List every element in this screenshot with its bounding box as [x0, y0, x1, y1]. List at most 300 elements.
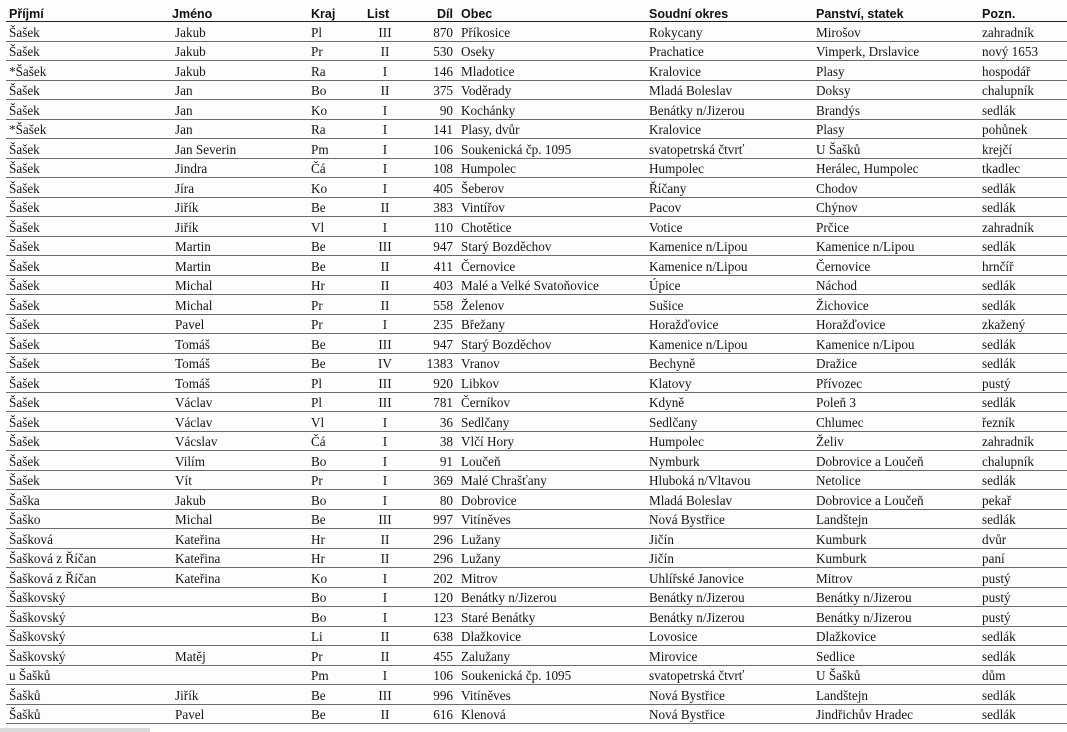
volume-cell: 80 — [406, 490, 458, 510]
region-cell: Be — [309, 197, 364, 217]
court-district-cell: Humpolec — [646, 431, 813, 451]
given-name-cell: Kateřina — [169, 568, 309, 588]
sheet-cell: II — [364, 548, 406, 568]
volume-cell: 38 — [406, 431, 458, 451]
volume-cell: 403 — [406, 275, 458, 295]
surname-cell: *Šašek — [6, 61, 169, 81]
estate-cell: Náchod — [813, 275, 979, 295]
sheet-cell: III — [364, 373, 406, 393]
court-district-cell: Benátky n/Jizerou — [646, 100, 813, 120]
given-name-cell: Jiřík — [169, 197, 309, 217]
note-cell: tkadlec — [979, 158, 1067, 178]
given-name-cell: Jakub — [169, 22, 309, 42]
given-name-cell: Vít — [169, 470, 309, 490]
estate-cell: Sedlice — [813, 646, 979, 666]
sheet-cell: III — [364, 236, 406, 256]
region-cell: Bo — [309, 607, 364, 627]
region-cell: Be — [309, 704, 364, 724]
table-row — [6, 665, 1067, 685]
given-name-cell: Pavel — [169, 704, 309, 724]
volume-cell: 375 — [406, 80, 458, 100]
volume-cell: 996 — [406, 685, 458, 705]
region-cell: Pr — [309, 41, 364, 61]
sheet-cell: I — [364, 61, 406, 81]
given-name-cell: Michal — [169, 275, 309, 295]
estate-cell: Mirošov — [813, 22, 979, 42]
court-district-cell: Kralovice — [646, 61, 813, 81]
table-row — [6, 568, 1067, 588]
sheet-cell: I — [364, 431, 406, 451]
surname-cell: Šašek — [6, 373, 169, 393]
volume-cell: 616 — [406, 704, 458, 724]
court-district-cell: Horažďovice — [646, 314, 813, 334]
table-row — [6, 275, 1067, 295]
volume-cell: 558 — [406, 295, 458, 315]
table-row — [6, 451, 1067, 471]
estate-cell: Žichovice — [813, 295, 979, 315]
note-cell: sedlák — [979, 470, 1067, 490]
note-cell: sedlák — [979, 626, 1067, 646]
village-cell: Humpolec — [458, 158, 646, 178]
village-cell: Soukenická čp. 1095 — [458, 665, 646, 685]
table-row — [6, 646, 1067, 666]
note-cell: sedlák — [979, 100, 1067, 120]
given-name-cell: Kateřina — [169, 529, 309, 549]
table-row — [6, 509, 1067, 529]
table-row — [6, 22, 1067, 42]
village-cell: Želenov — [458, 295, 646, 315]
surname-cell: Šaškovský — [6, 607, 169, 627]
surname-cell: Šašek — [6, 275, 169, 295]
note-cell: zahradník — [979, 431, 1067, 451]
region-cell: Bo — [309, 80, 364, 100]
volume-cell: 296 — [406, 548, 458, 568]
note-cell: pustý — [979, 587, 1067, 607]
region-cell: Ko — [309, 100, 364, 120]
surname-cell: Šašek — [6, 392, 169, 412]
table-row — [6, 607, 1067, 627]
given-name-cell: Pavel — [169, 314, 309, 334]
court-district-cell: Humpolec — [646, 158, 813, 178]
sheet-cell: I — [364, 451, 406, 471]
table-row — [6, 217, 1067, 237]
village-cell: Voděrady — [458, 80, 646, 100]
estate-cell: Chlumec — [813, 412, 979, 432]
village-cell: Lužany — [458, 548, 646, 568]
given-name-cell: Vácslav — [169, 431, 309, 451]
region-cell: Hr — [309, 275, 364, 295]
table-row — [6, 412, 1067, 432]
region-cell: Hr — [309, 548, 364, 568]
village-cell: Plasy, dvůr — [458, 119, 646, 139]
estate-cell: Kumburk — [813, 529, 979, 549]
note-cell: sedlák — [979, 178, 1067, 198]
surname-cell: Šaškovský — [6, 587, 169, 607]
table-row — [6, 295, 1067, 315]
note-cell: sedlák — [979, 197, 1067, 217]
surname-cell: Šašek — [6, 178, 169, 198]
sheet-cell: I — [364, 568, 406, 588]
court-district-cell: Mirovice — [646, 646, 813, 666]
estate-cell: Černovice — [813, 256, 979, 276]
given-name-cell: Jakub — [169, 490, 309, 510]
note-cell: sedlák — [979, 334, 1067, 354]
estate-cell: Dobrovice a Loučeň — [813, 451, 979, 471]
sheet-cell: I — [364, 314, 406, 334]
surname-cell: Šašková z Říčan — [6, 568, 169, 588]
sheet-cell: III — [364, 392, 406, 412]
sheet-cell: I — [364, 587, 406, 607]
surname-cell: Šašek — [6, 158, 169, 178]
table-row — [6, 626, 1067, 646]
village-cell: Sedlčany — [458, 412, 646, 432]
court-district-cell: Kamenice n/Lipou — [646, 236, 813, 256]
volume-cell: 296 — [406, 529, 458, 549]
given-name-cell: Václav — [169, 412, 309, 432]
header-given-name: Jméno — [169, 2, 309, 22]
region-cell: Bo — [309, 587, 364, 607]
volume-cell: 108 — [406, 158, 458, 178]
note-cell: zkažený — [979, 314, 1067, 334]
estate-cell: U Šašků — [813, 139, 979, 159]
sheet-cell: II — [364, 275, 406, 295]
region-cell: Be — [309, 509, 364, 529]
region-cell: Be — [309, 334, 364, 354]
note-cell: sedlák — [979, 295, 1067, 315]
note-cell: dům — [979, 665, 1067, 685]
header-surname: Příjmí — [6, 2, 169, 22]
sheet-cell: III — [364, 509, 406, 529]
note-cell: pustý — [979, 607, 1067, 627]
sheet-cell: I — [364, 139, 406, 159]
village-cell: Břežany — [458, 314, 646, 334]
village-cell: Klenová — [458, 704, 646, 724]
given-name-cell — [169, 607, 309, 627]
region-cell: Ko — [309, 178, 364, 198]
region-cell: Vl — [309, 217, 364, 237]
estate-cell: Benátky n/Jizerou — [813, 587, 979, 607]
header-court-district: Soudní okres — [646, 2, 813, 22]
sheet-cell: II — [364, 41, 406, 61]
note-cell: hrnčíř — [979, 256, 1067, 276]
volume-cell: 1383 — [406, 353, 458, 373]
surname-cell: Šašek — [6, 256, 169, 276]
court-district-cell: Votice — [646, 217, 813, 237]
estate-cell: Benátky n/Jizerou — [813, 607, 979, 627]
surname-cell: Šašek — [6, 139, 169, 159]
estate-cell: Jindřichův Hradec — [813, 704, 979, 724]
village-cell: Šeberov — [458, 178, 646, 198]
volume-cell: 920 — [406, 373, 458, 393]
village-cell: Malé a Velké Svatoňovice — [458, 275, 646, 295]
header-sheet: List — [364, 2, 406, 22]
court-district-cell: Nová Bystřice — [646, 704, 813, 724]
sheet-cell: II — [364, 80, 406, 100]
village-cell: Libkov — [458, 373, 646, 393]
surname-register-table — [6, 2, 1067, 724]
surname-cell: Šaškovský — [6, 646, 169, 666]
table-row — [6, 80, 1067, 100]
region-cell: Pr — [309, 646, 364, 666]
note-cell: zahradník — [979, 22, 1067, 42]
volume-cell: 369 — [406, 470, 458, 490]
court-district-cell: Bechyně — [646, 353, 813, 373]
estate-cell: Vimperk, Drslavice — [813, 41, 979, 61]
note-cell: sedlák — [979, 685, 1067, 705]
court-district-cell: Nymburk — [646, 451, 813, 471]
volume-cell: 123 — [406, 607, 458, 627]
volume-cell: 202 — [406, 568, 458, 588]
surname-cell: Šašková — [6, 529, 169, 549]
table-row — [6, 529, 1067, 549]
volume-cell: 781 — [406, 392, 458, 412]
court-district-cell: Jičín — [646, 529, 813, 549]
estate-cell: Prčice — [813, 217, 979, 237]
village-cell: Vintířov — [458, 197, 646, 217]
header-volume: Díl — [406, 2, 458, 22]
header-region: Kraj — [309, 2, 364, 22]
note-cell: pekař — [979, 490, 1067, 510]
surname-cell: Šašek — [6, 236, 169, 256]
volume-cell: 235 — [406, 314, 458, 334]
table-body — [6, 22, 1067, 724]
sheet-cell: II — [364, 529, 406, 549]
surname-cell: Šašek — [6, 80, 169, 100]
court-district-cell: svatopetrská čtvrť — [646, 665, 813, 685]
header-row — [6, 2, 1067, 22]
court-district-cell: Kdyně — [646, 392, 813, 412]
table-row — [6, 139, 1067, 159]
village-cell: Oseky — [458, 41, 646, 61]
table-row — [6, 41, 1067, 61]
header-village: Obec — [458, 2, 646, 22]
volume-cell: 91 — [406, 451, 458, 471]
court-district-cell: Kamenice n/Lipou — [646, 256, 813, 276]
surname-cell: *Šašek — [6, 119, 169, 139]
surname-cell: Šašek — [6, 295, 169, 315]
region-cell: Be — [309, 236, 364, 256]
surname-cell: Šašek — [6, 334, 169, 354]
volume-cell: 947 — [406, 236, 458, 256]
table-row — [6, 158, 1067, 178]
estate-cell: Dobrovice a Loučeň — [813, 490, 979, 510]
given-name-cell: Václav — [169, 392, 309, 412]
surname-cell: Šašek — [6, 197, 169, 217]
estate-cell: Landštejn — [813, 685, 979, 705]
court-district-cell: Klatovy — [646, 373, 813, 393]
village-cell: Příkosice — [458, 22, 646, 42]
surname-cell: Šašek — [6, 470, 169, 490]
note-cell: sedlák — [979, 509, 1067, 529]
given-name-cell — [169, 665, 309, 685]
surname-cell: u Šašků — [6, 665, 169, 685]
surname-cell: Šašková z Říčan — [6, 548, 169, 568]
surname-cell: Šašků — [6, 704, 169, 724]
sheet-cell: I — [364, 217, 406, 237]
sheet-cell: I — [364, 470, 406, 490]
sheet-cell: I — [364, 158, 406, 178]
table-row — [6, 61, 1067, 81]
volume-cell: 90 — [406, 100, 458, 120]
given-name-cell — [169, 626, 309, 646]
surname-cell: Šašek — [6, 431, 169, 451]
sheet-cell: III — [364, 334, 406, 354]
sheet-cell: I — [364, 119, 406, 139]
given-name-cell: Jan Severin — [169, 139, 309, 159]
sheet-cell: II — [364, 256, 406, 276]
village-cell: Vranov — [458, 353, 646, 373]
court-district-cell: Rokycany — [646, 22, 813, 42]
estate-cell: Landštejn — [813, 509, 979, 529]
village-cell: Lužany — [458, 529, 646, 549]
surname-cell: Šašek — [6, 314, 169, 334]
table-row — [6, 373, 1067, 393]
village-cell: Černovice — [458, 256, 646, 276]
estate-cell: Chodov — [813, 178, 979, 198]
village-cell: Dobrovice — [458, 490, 646, 510]
table-row — [6, 197, 1067, 217]
surname-cell: Šaško — [6, 509, 169, 529]
volume-cell: 110 — [406, 217, 458, 237]
court-district-cell: Mladá Boleslav — [646, 80, 813, 100]
note-cell: paní — [979, 548, 1067, 568]
note-cell: krejčí — [979, 139, 1067, 159]
estate-cell: Kamenice n/Lipou — [813, 334, 979, 354]
estate-cell: Brandýs — [813, 100, 979, 120]
estate-cell: Netolice — [813, 470, 979, 490]
sheet-cell: I — [364, 100, 406, 120]
given-name-cell: Jíra — [169, 178, 309, 198]
estate-cell: Dlažkovice — [813, 626, 979, 646]
surname-cell: Šašek — [6, 451, 169, 471]
sheet-cell: II — [364, 646, 406, 666]
estate-cell: Horažďovice — [813, 314, 979, 334]
table-row — [6, 178, 1067, 198]
note-cell: zahradník — [979, 217, 1067, 237]
header-estate: Panství, statek — [813, 2, 979, 22]
given-name-cell: Vilím — [169, 451, 309, 471]
village-cell: Vitíněves — [458, 509, 646, 529]
table-row — [6, 431, 1067, 451]
table-row — [6, 392, 1067, 412]
volume-cell: 106 — [406, 665, 458, 685]
volume-cell: 36 — [406, 412, 458, 432]
given-name-cell: Martin — [169, 256, 309, 276]
table-row — [6, 236, 1067, 256]
sheet-cell: II — [364, 295, 406, 315]
court-district-cell: Nová Bystřice — [646, 509, 813, 529]
surname-cell: Šašek — [6, 353, 169, 373]
region-cell: Pm — [309, 139, 364, 159]
region-cell: Vl — [309, 412, 364, 432]
sheet-cell: I — [364, 178, 406, 198]
village-cell: Soukenická čp. 1095 — [458, 139, 646, 159]
region-cell: Pm — [309, 665, 364, 685]
village-cell: Vitíněves — [458, 685, 646, 705]
header-note: Pozn. — [979, 2, 1067, 22]
village-cell: Staré Benátky — [458, 607, 646, 627]
surname-cell: Šašek — [6, 41, 169, 61]
village-cell: Dlažkovice — [458, 626, 646, 646]
given-name-cell: Jiřík — [169, 217, 309, 237]
note-cell: sedlák — [979, 236, 1067, 256]
note-cell: chalupník — [979, 451, 1067, 471]
given-name-cell: Tomáš — [169, 373, 309, 393]
court-district-cell: Prachatice — [646, 41, 813, 61]
given-name-cell: Jiřík — [169, 685, 309, 705]
court-district-cell: Úpice — [646, 275, 813, 295]
village-cell: Vlčí Hory — [458, 431, 646, 451]
court-district-cell: svatopetrská čtvrť — [646, 139, 813, 159]
volume-cell: 947 — [406, 334, 458, 354]
volume-cell: 530 — [406, 41, 458, 61]
given-name-cell: Jan — [169, 80, 309, 100]
village-cell: Malé Chrašťany — [458, 470, 646, 490]
court-district-cell: Sedlčany — [646, 412, 813, 432]
volume-cell: 638 — [406, 626, 458, 646]
region-cell: Pr — [309, 295, 364, 315]
estate-cell: Přívozec — [813, 373, 979, 393]
note-cell: chalupník — [979, 80, 1067, 100]
table-row — [6, 490, 1067, 510]
region-cell: Ra — [309, 61, 364, 81]
note-cell: pustý — [979, 568, 1067, 588]
region-cell: Pl — [309, 373, 364, 393]
region-cell: Pr — [309, 470, 364, 490]
region-cell: Čá — [309, 431, 364, 451]
region-cell: Be — [309, 256, 364, 276]
village-cell: Kochánky — [458, 100, 646, 120]
court-district-cell: Lovosice — [646, 626, 813, 646]
court-district-cell: Kralovice — [646, 119, 813, 139]
surname-cell: Šašek — [6, 22, 169, 42]
surname-cell: Šaška — [6, 490, 169, 510]
region-cell: Bo — [309, 490, 364, 510]
sheet-cell: III — [364, 685, 406, 705]
volume-cell: 141 — [406, 119, 458, 139]
surname-cell: Šašek — [6, 100, 169, 120]
estate-cell: Doksy — [813, 80, 979, 100]
volume-cell: 146 — [406, 61, 458, 81]
court-district-cell: Hluboká n/Vltavou — [646, 470, 813, 490]
region-cell: Ra — [309, 119, 364, 139]
estate-cell: Mitrov — [813, 568, 979, 588]
note-cell: pohůnek — [979, 119, 1067, 139]
given-name-cell: Jindra — [169, 158, 309, 178]
volume-cell: 383 — [406, 197, 458, 217]
court-district-cell: Benátky n/Jizerou — [646, 587, 813, 607]
village-cell: Starý Bozděchov — [458, 334, 646, 354]
region-cell: Bo — [309, 451, 364, 471]
note-cell: sedlák — [979, 275, 1067, 295]
table-row — [6, 334, 1067, 354]
table-row — [6, 548, 1067, 568]
surname-cell: Šaškovský — [6, 626, 169, 646]
estate-cell: Kamenice n/Lipou — [813, 236, 979, 256]
volume-cell: 120 — [406, 587, 458, 607]
estate-cell: Herálec, Humpolec — [813, 158, 979, 178]
volume-cell: 997 — [406, 509, 458, 529]
volume-cell: 106 — [406, 139, 458, 159]
given-name-cell: Tomáš — [169, 334, 309, 354]
note-cell: dvůr — [979, 529, 1067, 549]
sheet-cell: I — [364, 607, 406, 627]
table-row — [6, 314, 1067, 334]
village-cell: Benátky n/Jizerou — [458, 587, 646, 607]
volume-cell: 411 — [406, 256, 458, 276]
given-name-cell: Jan — [169, 119, 309, 139]
region-cell: Čá — [309, 158, 364, 178]
